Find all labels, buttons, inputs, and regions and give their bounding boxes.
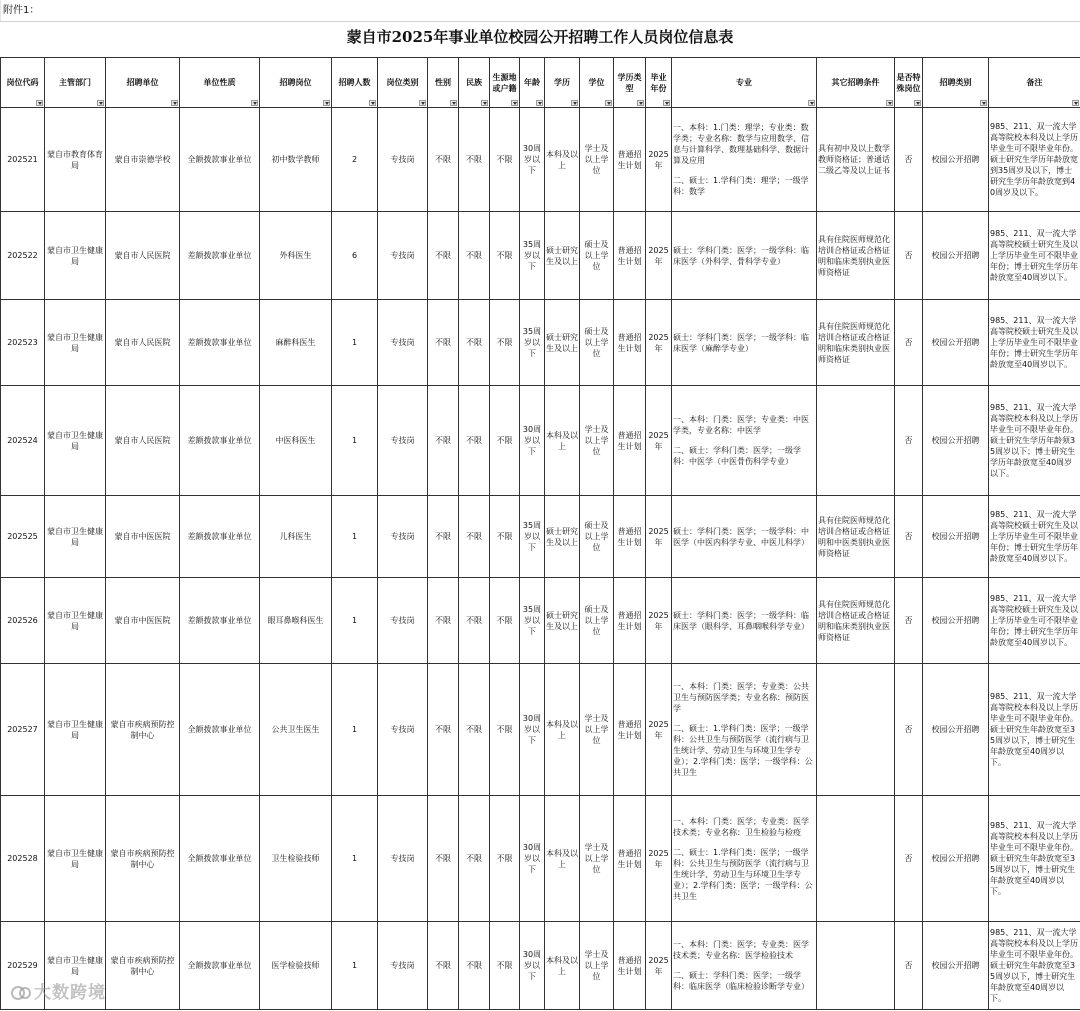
cell-dept[interactable]: 蒙自市卫生健康局 xyxy=(45,664,106,796)
header-label: 毕业年份 xyxy=(650,72,667,93)
cell-year[interactable]: 2025年 xyxy=(646,796,672,922)
table-row xyxy=(1,796,1080,922)
filter-dropdown-icon[interactable] xyxy=(1072,100,1079,106)
cell-ethnic[interactable]: 不限 xyxy=(459,386,490,496)
cell-edu[interactable]: 硕士研究生及以上 xyxy=(545,300,580,386)
cell-edu[interactable]: 硕士研究生及以上 xyxy=(545,496,580,578)
cell-gender[interactable]: 不限 xyxy=(428,496,459,578)
filter-dropdown-icon[interactable] xyxy=(571,100,578,106)
cell-code[interactable]: 202528 xyxy=(1,796,45,922)
cell-ethnic[interactable]: 不限 xyxy=(459,578,490,664)
cell-age[interactable]: 35周岁以下 xyxy=(520,212,545,300)
header-label: 招聘类别 xyxy=(939,78,972,87)
cell-category[interactable]: 专技岗 xyxy=(378,108,428,212)
header-label: 招聘人数 xyxy=(338,78,371,87)
attachment-label: 附件1： xyxy=(3,5,40,16)
filter-dropdown-icon[interactable] xyxy=(450,100,457,106)
cell-special[interactable]: 否 xyxy=(895,578,923,664)
cell-age[interactable]: 35周岁以下 xyxy=(520,578,545,664)
cell-edu[interactable]: 硕士研究生及以上 xyxy=(545,578,580,664)
cell-ethnic[interactable]: 不限 xyxy=(459,796,490,922)
filter-dropdown-icon[interactable] xyxy=(36,100,43,106)
cell-post[interactable]: 公共卫生医生 xyxy=(260,664,332,796)
cell-degree[interactable]: 学士及以上学位 xyxy=(580,922,614,1010)
header-age xyxy=(520,58,545,108)
cell-special[interactable]: 否 xyxy=(895,108,923,212)
header-origin xyxy=(490,58,520,108)
header-label: 学位 xyxy=(588,78,605,87)
filter-dropdown-icon[interactable] xyxy=(914,100,921,106)
cell-gender[interactable]: 不限 xyxy=(428,212,459,300)
cell-edutype[interactable]: 普通招生计划 xyxy=(614,796,646,922)
cell-other[interactable]: 具有住院医师规范化培训合格证或合格证明和临床类别执业医师资格证 xyxy=(817,578,895,664)
cell-code[interactable]: 202529 xyxy=(1,922,45,1010)
cell-dept[interactable]: 蒙自市卫生健康局 xyxy=(45,386,106,496)
cell-ethnic[interactable]: 不限 xyxy=(459,922,490,1010)
cell-category[interactable]: 专技岗 xyxy=(378,212,428,300)
filter-dropdown-icon[interactable] xyxy=(171,100,178,106)
cell-nature[interactable]: 差额拨款事业单位 xyxy=(180,300,260,386)
cell-edutype[interactable]: 普通招生计划 xyxy=(614,108,646,212)
cell-degree[interactable]: 硕士及以上学位 xyxy=(580,300,614,386)
cell-gender[interactable]: 不限 xyxy=(428,922,459,1010)
cell-year[interactable]: 2025年 xyxy=(646,922,672,1010)
cell-special[interactable]: 否 xyxy=(895,664,923,796)
cell-edu[interactable]: 本科及以上 xyxy=(545,922,580,1010)
cell-age[interactable]: 30周岁以下 xyxy=(520,664,545,796)
cell-major[interactable] xyxy=(672,212,817,300)
cell-nature[interactable]: 全额拨款事业单位 xyxy=(180,664,260,796)
filter-dropdown-icon[interactable] xyxy=(808,100,815,106)
cell-post[interactable]: 儿科医生 xyxy=(260,496,332,578)
cell-note[interactable]: 985、211、双一流大学高等院校硕士研究生及以上学历毕业生可不限毕业年份；博士研究生学历年龄放宽至40周岁以下。 xyxy=(989,578,1080,664)
cell-note[interactable]: 985、211、双一流大学高等院校本科及以上学历毕业生可不限毕业年份。硕士研究生年龄放宽至35周岁以下，博士研究生年龄放宽至40周岁以下。 xyxy=(989,922,1080,1010)
cell-note[interactable]: 985、211、双一流大学高等院校本科及以上学历毕业生可不限毕业年份。硕士研究生年龄放宽至35周岁以下，博士研究生年龄放宽至40周岁以下。 xyxy=(989,664,1080,796)
cell-major[interactable] xyxy=(672,386,817,496)
cell-count[interactable]: 6 xyxy=(332,212,378,300)
header-label: 岗位类别 xyxy=(386,78,419,87)
filter-dropdown-icon[interactable] xyxy=(97,100,104,106)
filter-dropdown-icon[interactable] xyxy=(637,100,644,106)
header-note xyxy=(989,58,1080,108)
header-label: 是否特殊岗位 xyxy=(896,72,921,93)
cell-edutype[interactable]: 普通招生计划 xyxy=(614,578,646,664)
cell-dept[interactable]: 蒙自市卫生健康局 xyxy=(45,578,106,664)
major-line: 一、本科：门类：医学；专业类：医学技术类；专业名称：医学检验技术 xyxy=(673,940,809,960)
cell-age[interactable]: 30周岁以下 xyxy=(520,108,545,212)
table-body xyxy=(1,108,1080,1010)
cell-category[interactable]: 专技岗 xyxy=(378,796,428,922)
cell-origin[interactable]: 不限 xyxy=(490,386,520,496)
cell-unit[interactable]: 蒙自市中医医院 xyxy=(106,496,180,578)
cell-year[interactable]: 2025年 xyxy=(646,300,672,386)
cell-code[interactable]: 202525 xyxy=(1,496,45,578)
cell-special[interactable]: 否 xyxy=(895,386,923,496)
cell-origin[interactable]: 不限 xyxy=(490,108,520,212)
header-degree xyxy=(580,58,614,108)
header-label: 备注 xyxy=(1026,78,1043,87)
cell-degree[interactable]: 硕士及以上学位 xyxy=(580,578,614,664)
watermark-logo-icon xyxy=(10,984,32,1002)
cell-year[interactable]: 2025年 xyxy=(646,496,672,578)
filter-dropdown-icon[interactable] xyxy=(251,100,258,106)
header-label: 民族 xyxy=(466,78,482,87)
cell-type[interactable]: 校园公开招聘 xyxy=(923,796,989,922)
cell-code[interactable]: 202523 xyxy=(1,300,45,386)
cell-nature[interactable]: 全额拨款事业单位 xyxy=(180,796,260,922)
cell-unit[interactable]: 蒙自市人民医院 xyxy=(106,300,180,386)
cell-edutype[interactable]: 普通招生计划 xyxy=(614,386,646,496)
cell-count[interactable]: 2 xyxy=(332,108,378,212)
filter-dropdown-icon[interactable] xyxy=(886,100,893,106)
table-row xyxy=(1,922,1080,1010)
header-other xyxy=(817,58,895,108)
cell-origin[interactable]: 不限 xyxy=(490,496,520,578)
header-special xyxy=(895,58,923,108)
cell-code[interactable]: 202522 xyxy=(1,212,45,300)
cell-gender[interactable]: 不限 xyxy=(428,300,459,386)
cell-edutype[interactable]: 普通招生计划 xyxy=(614,212,646,300)
cell-count[interactable]: 1 xyxy=(332,300,378,386)
cell-type[interactable]: 校园公开招聘 xyxy=(923,578,989,664)
cell-age[interactable]: 35周岁以下 xyxy=(520,496,545,578)
cell-nature[interactable]: 差额拨款事业单位 xyxy=(180,212,260,300)
header-nature xyxy=(180,58,260,108)
cell-major[interactable] xyxy=(672,664,817,796)
cell-post[interactable]: 医学检验技师 xyxy=(260,922,332,1010)
cell-unit[interactable]: 蒙自市人民医院 xyxy=(106,386,180,496)
cell-year[interactable]: 2025年 xyxy=(646,664,672,796)
filter-dropdown-icon[interactable] xyxy=(663,100,670,106)
cell-special[interactable]: 否 xyxy=(895,922,923,1010)
job-table xyxy=(0,57,1080,1010)
header-label: 性别 xyxy=(435,78,451,87)
cell-major[interactable] xyxy=(672,300,817,386)
header-label: 学历类型 xyxy=(617,72,642,93)
cell-age[interactable]: 35周岁以下 xyxy=(520,300,545,386)
major-line: 二、硕士：学科门类：医学；一级学科：临床医学（临床检验诊断学专业） xyxy=(673,971,809,991)
cell-year[interactable]: 2025年 xyxy=(646,386,672,496)
filter-dropdown-icon[interactable] xyxy=(323,100,330,106)
cell-code[interactable]: 202527 xyxy=(1,664,45,796)
header-label: 年龄 xyxy=(524,78,540,87)
cell-age[interactable]: 30周岁以下 xyxy=(520,796,545,922)
cell-origin[interactable]: 不限 xyxy=(490,300,520,386)
cell-origin[interactable]: 不限 xyxy=(490,664,520,796)
cell-special[interactable]: 否 xyxy=(895,796,923,922)
watermark xyxy=(10,978,106,1003)
header-category xyxy=(378,58,428,108)
cell-code[interactable]: 202526 xyxy=(1,578,45,664)
cell-unit[interactable]: 蒙自市人民医院 xyxy=(106,212,180,300)
cell-type[interactable]: 校园公开招聘 xyxy=(923,922,989,1010)
filter-dropdown-icon[interactable] xyxy=(419,100,426,106)
cell-nature[interactable]: 差额拨款事业单位 xyxy=(180,386,260,496)
cell-edutype[interactable]: 普通招生计划 xyxy=(614,922,646,1010)
cell-degree[interactable]: 学士及以上学位 xyxy=(580,796,614,922)
cell-edu[interactable]: 本科及以上 xyxy=(545,664,580,796)
cell-degree[interactable]: 硕士及以上学位 xyxy=(580,212,614,300)
table-row xyxy=(1,496,1080,578)
cell-unit[interactable]: 蒙自市疾病预防控制中心 xyxy=(106,796,180,922)
cell-category[interactable]: 专技岗 xyxy=(378,496,428,578)
cell-other[interactable] xyxy=(817,796,895,922)
cell-dept[interactable]: 蒙自市卫生健康局 xyxy=(45,922,106,1010)
cell-dept[interactable]: 蒙自市教育体育局 xyxy=(45,108,106,212)
cell-post[interactable]: 卫生检验技师 xyxy=(260,796,332,922)
header-year xyxy=(646,58,672,108)
cell-other[interactable] xyxy=(817,386,895,496)
cell-type[interactable]: 校园公开招聘 xyxy=(923,212,989,300)
cell-note[interactable]: 985、211、双一流大学高等院校硕士研究生及以上学历毕业生可不限毕业年份；博士研究生学历年龄放宽至40周岁以下。 xyxy=(989,496,1080,578)
major-line: 硕士：学科门类：医学；一级学科：临床医学（外科学、骨科学专业） xyxy=(673,245,809,266)
cell-major[interactable] xyxy=(672,796,817,922)
filter-dropdown-icon[interactable] xyxy=(481,100,488,106)
cell-ethnic[interactable]: 不限 xyxy=(459,496,490,578)
table-row xyxy=(1,386,1080,496)
cell-type[interactable]: 校园公开招聘 xyxy=(923,300,989,386)
cell-other[interactable]: 具有初中及以上数学教师资格证；普通话二级乙等及以上证书 xyxy=(817,108,895,212)
cell-unit[interactable]: 蒙自市疾病预防控制中心 xyxy=(106,922,180,1010)
cell-edu[interactable]: 本科及以上 xyxy=(545,108,580,212)
cell-edutype[interactable]: 普通招生计划 xyxy=(614,496,646,578)
header-type xyxy=(923,58,989,108)
cell-year[interactable]: 2025年 xyxy=(646,578,672,664)
cell-count[interactable]: 1 xyxy=(332,496,378,578)
cell-count[interactable]: 1 xyxy=(332,578,378,664)
cell-gender[interactable]: 不限 xyxy=(428,796,459,922)
cell-unit[interactable]: 蒙自市中医医院 xyxy=(106,578,180,664)
filter-dropdown-icon[interactable] xyxy=(369,100,376,106)
cell-note[interactable]: 985、211、双一流大学高等院校本科及以上学历毕业生可不限毕业年份。硕士研究生年龄放宽至35周岁以下，博士研究生年龄放宽至40周岁以下。 xyxy=(989,796,1080,922)
cell-special[interactable]: 否 xyxy=(895,300,923,386)
header-edu xyxy=(545,58,580,108)
cell-nature[interactable]: 差额拨款事业单位 xyxy=(180,578,260,664)
cell-gender[interactable]: 不限 xyxy=(428,386,459,496)
header-unit xyxy=(106,58,180,108)
major-line: 二、硕士：1.学科门类：医学；一级学科：公共卫生与预防医学（流行病与卫生统计学、劳动卫生与环境卫生学专业）；2.学科门类：医学；一级学科：公共卫生 xyxy=(673,847,813,901)
cell-count[interactable]: 1 xyxy=(332,386,378,496)
cell-category[interactable]: 专技岗 xyxy=(378,386,428,496)
header-label: 招聘单位 xyxy=(126,78,159,87)
cell-edu[interactable]: 本科及以上 xyxy=(545,796,580,922)
cell-note[interactable]: 985、211、双一流大学高等院校硕士研究生及以上学历毕业生可不限毕业年份；博士研究生学历年龄放宽至40周岁以下。 xyxy=(989,212,1080,300)
sheet-title: 蒙自市2025年事业单位校园公开招聘工作人员岗位信息表 xyxy=(0,21,1080,53)
header-row xyxy=(1,58,1080,108)
cell-dept[interactable]: 蒙自市卫生健康局 xyxy=(45,300,106,386)
cell-type[interactable]: 校园公开招聘 xyxy=(923,664,989,796)
cell-year[interactable]: 2025年 xyxy=(646,108,672,212)
watermark-text: 大数跨境 xyxy=(34,983,106,1003)
cell-degree[interactable]: 硕士及以上学位 xyxy=(580,496,614,578)
cell-nature[interactable]: 差额拨款事业单位 xyxy=(180,496,260,578)
cell-other[interactable]: 具有住院医师规范化培训合格证或合格证明和中医类别执业医师资格证 xyxy=(817,496,895,578)
header-major xyxy=(672,58,817,108)
cell-age[interactable]: 30周岁以下 xyxy=(520,386,545,496)
major-line: 一、本科：门类：医学；专业类：中医学类，专业名称：中医学 xyxy=(673,415,809,435)
header-count xyxy=(332,58,378,108)
header-ethnic xyxy=(459,58,490,108)
cell-major[interactable] xyxy=(672,108,817,212)
header-label: 学历 xyxy=(554,78,570,87)
cell-degree[interactable]: 学士及以上学位 xyxy=(580,386,614,496)
cell-dept[interactable]: 蒙自市卫生健康局 xyxy=(45,212,106,300)
cell-other[interactable] xyxy=(817,922,895,1010)
header-label: 生源地或户籍 xyxy=(492,72,517,93)
cell-origin[interactable]: 不限 xyxy=(490,796,520,922)
header-edutype xyxy=(614,58,646,108)
cell-edu[interactable]: 本科及以上 xyxy=(545,386,580,496)
major-line: 二、硕士：1.学科门类：理学；一级学科：数学 xyxy=(673,176,809,196)
cell-ethnic[interactable]: 不限 xyxy=(459,108,490,212)
header-label: 招聘岗位 xyxy=(279,78,312,87)
cell-category[interactable]: 专技岗 xyxy=(378,300,428,386)
cell-code[interactable]: 202521 xyxy=(1,108,45,212)
cell-nature[interactable]: 全额拨款事业单位 xyxy=(180,108,260,212)
header-label: 岗位代码 xyxy=(6,78,39,87)
cell-special[interactable]: 否 xyxy=(895,212,923,300)
cell-post[interactable]: 眼耳鼻喉科医生 xyxy=(260,578,332,664)
cell-dept[interactable]: 蒙自市卫生健康局 xyxy=(45,796,106,922)
cell-category[interactable]: 专技岗 xyxy=(378,922,428,1010)
filter-dropdown-icon[interactable] xyxy=(605,100,612,106)
cell-category[interactable]: 专技岗 xyxy=(378,578,428,664)
cell-type[interactable]: 校园公开招聘 xyxy=(923,496,989,578)
header-label: 单位性质 xyxy=(203,78,236,87)
cell-nature[interactable]: 全额拨款事业单位 xyxy=(180,922,260,1010)
cell-other[interactable]: 具有住院医师规范化培训合格证或合格证明和临床类别执业医师资格证 xyxy=(817,212,895,300)
cell-note[interactable]: 985、211、双一流大学高等院校硕士研究生及以上学历毕业生可不限毕业年份；博士研究生学历年龄放宽至40周岁以下。 xyxy=(989,300,1080,386)
cell-origin[interactable]: 不限 xyxy=(490,922,520,1010)
table-row xyxy=(1,300,1080,386)
cell-other[interactable] xyxy=(817,664,895,796)
filter-dropdown-icon[interactable] xyxy=(511,100,518,106)
cell-ethnic[interactable]: 不限 xyxy=(459,664,490,796)
cell-count[interactable]: 1 xyxy=(332,922,378,1010)
cell-gender[interactable]: 不限 xyxy=(428,664,459,796)
header-label: 专业 xyxy=(736,78,752,87)
cell-age[interactable]: 30周岁以下 xyxy=(520,922,545,1010)
cell-count[interactable]: 1 xyxy=(332,664,378,796)
major-line: 硕士：学科门类：医学；一级学科：中医学（中医内科学专业、中医儿科学） xyxy=(673,526,809,547)
cell-origin[interactable]: 不限 xyxy=(490,212,520,300)
cell-edutype[interactable]: 普通招生计划 xyxy=(614,300,646,386)
major-line: 硕士：学科门类：医学；一级学科：临床医学（麻醉学专业） xyxy=(673,332,809,353)
cell-dept[interactable]: 蒙自市卫生健康局 xyxy=(45,496,106,578)
cell-count[interactable]: 1 xyxy=(332,796,378,922)
cell-other[interactable]: 具有住院医师规范化培训合格证或合格证明和临床类别执业医师资格证 xyxy=(817,300,895,386)
cell-type[interactable]: 校园公开招聘 xyxy=(923,386,989,496)
filter-dropdown-icon[interactable] xyxy=(980,100,987,106)
table-row xyxy=(1,212,1080,300)
header-label: 主管部门 xyxy=(59,78,91,87)
cell-type[interactable]: 校园公开招聘 xyxy=(923,108,989,212)
major-line: 一、本科：门类：医学；专业类：医学技术类；专业名称：卫生检验与检疫 xyxy=(673,816,809,837)
header-post xyxy=(260,58,332,108)
cell-unit[interactable]: 蒙自市疾病预防控制中心 xyxy=(106,664,180,796)
cell-gender[interactable]: 不限 xyxy=(428,578,459,664)
cell-category[interactable]: 专技岗 xyxy=(378,664,428,796)
header-dept xyxy=(45,58,106,108)
cell-ethnic[interactable]: 不限 xyxy=(459,212,490,300)
major-line: 二、硕士：学科门类：医学；一级学科：中医学（中医骨伤科学专业） xyxy=(673,446,801,466)
cell-major[interactable] xyxy=(672,578,817,664)
major-line: 硕士：学科门类：医学；一级学科：临床医学（眼科学、耳鼻咽喉科学专业） xyxy=(673,610,809,631)
cell-post[interactable]: 麻醉科医生 xyxy=(260,300,332,386)
cell-year[interactable]: 2025年 xyxy=(646,212,672,300)
cell-code[interactable]: 202524 xyxy=(1,386,45,496)
cell-edu[interactable]: 硕士研究生及以上 xyxy=(545,212,580,300)
cell-post[interactable]: 初中数学教师 xyxy=(260,108,332,212)
cell-ethnic[interactable]: 不限 xyxy=(459,300,490,386)
cell-note[interactable]: 985、211、双一流大学高等院校本科及以上学历毕业生可不限毕业年份。硕士研究生学历年龄须35周岁以下；博士研究生学历年龄放宽至40周岁以下。 xyxy=(989,386,1080,496)
cell-major[interactable] xyxy=(672,922,817,1010)
major-line: 一、本科：门类：医学；专业类：公共卫生与预防医学类；专业名称：预防医学 xyxy=(673,682,809,713)
cell-major[interactable] xyxy=(672,496,817,578)
header-code xyxy=(1,58,45,108)
cell-degree[interactable]: 学士及以上学位 xyxy=(580,108,614,212)
cell-origin[interactable]: 不限 xyxy=(490,578,520,664)
header-gender xyxy=(428,58,459,108)
table-row xyxy=(1,578,1080,664)
cell-note[interactable]: 985、211、双一流大学高等院校本科及以上学历毕业生可不限毕业年份。硕士研究生学历年龄放宽到35周岁及以下，博士研究生学历年龄放宽到40周岁及以下。 xyxy=(989,108,1080,212)
cell-edutype[interactable]: 普通招生计划 xyxy=(614,664,646,796)
filter-dropdown-icon[interactable] xyxy=(536,100,543,106)
table-row xyxy=(1,664,1080,796)
cell-degree[interactable]: 学士及以上学位 xyxy=(580,664,614,796)
cell-post[interactable]: 中医科医生 xyxy=(260,386,332,496)
cell-unit[interactable]: 蒙自市崇德学校 xyxy=(106,108,180,212)
major-line: 二、硕士：1.学科门类：医学；一级学科：公共卫生与预防医学（流行病与卫生统计学、劳动卫生与环境卫生学专业）；2.学科门类：医学；一级学科：公共卫生 xyxy=(673,724,813,777)
cell-gender[interactable]: 不限 xyxy=(428,108,459,212)
header-label: 其它招聘条件 xyxy=(831,78,880,87)
table-row xyxy=(1,108,1080,212)
cell-special[interactable]: 否 xyxy=(895,496,923,578)
major-line: 一、本科：1.门类：理学；专业类：数学类；专业名称：数学与应用数学、信息与计算科学、数理基础科学、数据计算及应用 xyxy=(673,123,809,165)
attachment-label-row xyxy=(0,0,1080,21)
cell-post[interactable]: 外科医生 xyxy=(260,212,332,300)
